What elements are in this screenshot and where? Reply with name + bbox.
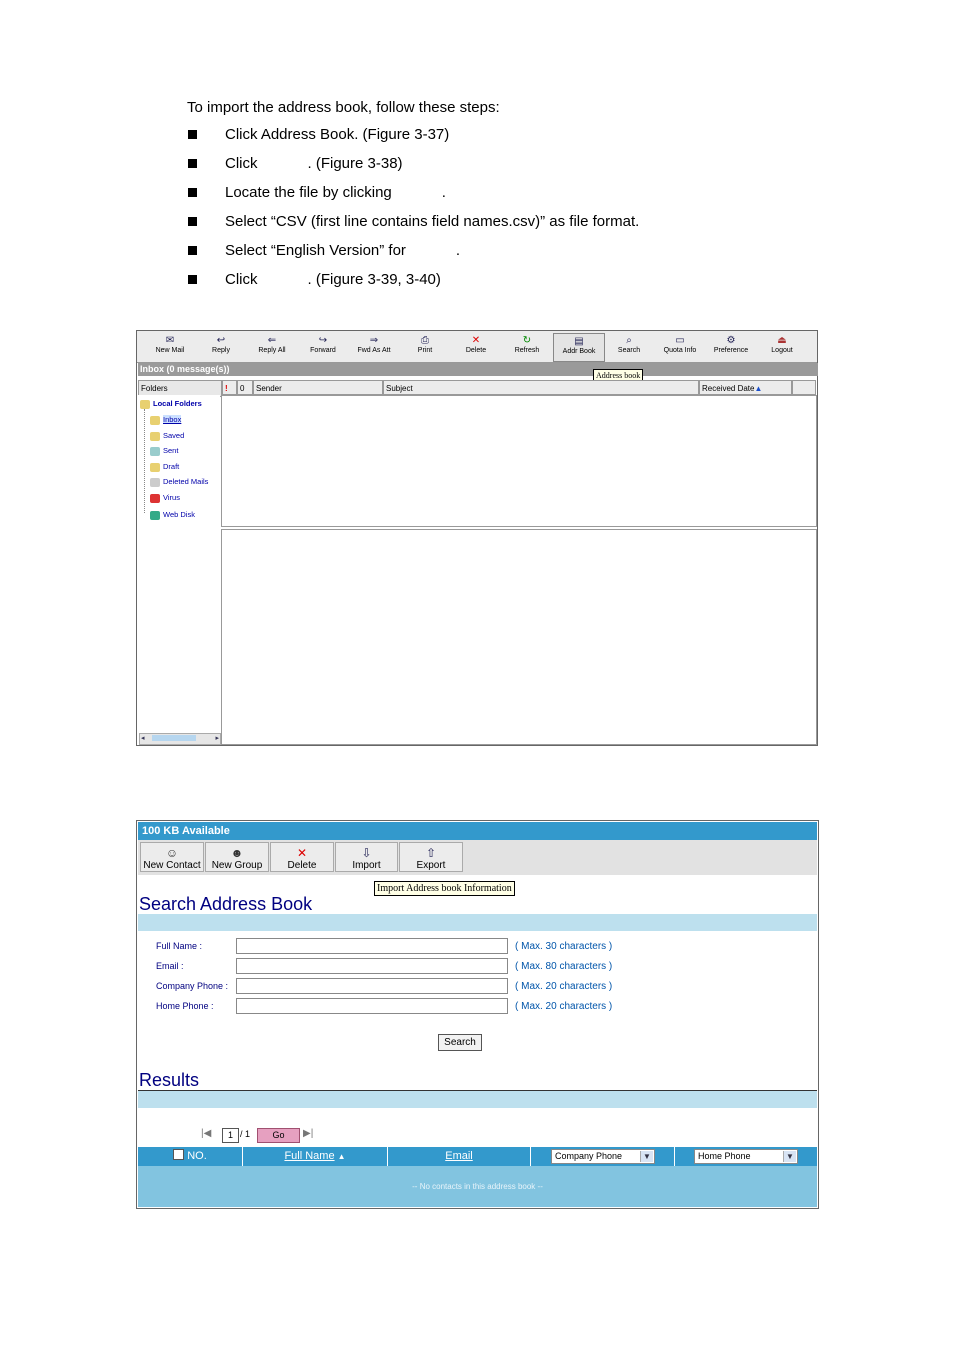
toolbar-delete-button[interactable] xyxy=(270,842,334,872)
first-page-icon[interactable]: |◀ xyxy=(201,1128,212,1139)
folder-icon xyxy=(150,494,160,503)
email-input[interactable] xyxy=(236,958,508,974)
toolbar-button-label: New Contact xyxy=(143,860,201,871)
toolbar-button-label: Logout xyxy=(771,347,793,354)
quota-icon: ▭ xyxy=(675,335,685,346)
folder-label: Deleted Mails xyxy=(163,477,209,486)
new-mail-icon: ✉ xyxy=(165,335,175,346)
toolbar-button-label: Preference xyxy=(713,347,749,354)
bullet-square-icon xyxy=(188,217,197,226)
toolbar-reply-button[interactable] xyxy=(196,333,246,360)
step-text: Select “English Version” for . xyxy=(225,242,461,259)
toolbar-fwd-as-att-button[interactable] xyxy=(349,333,399,360)
folder-item-inbox[interactable] xyxy=(150,415,181,425)
toolbar-preference-button[interactable] xyxy=(706,333,756,360)
tree-connector xyxy=(144,409,145,513)
email-hint: ( Max. 80 characters ) xyxy=(515,961,613,972)
folder-item-draft[interactable] xyxy=(150,462,179,472)
folder-icon xyxy=(150,432,160,441)
folder-label: Web Disk xyxy=(163,510,195,519)
column-sender[interactable]: Sender xyxy=(253,380,383,395)
folder-icon xyxy=(150,416,160,425)
address-book-toolbar xyxy=(138,840,817,875)
step-text: Click . (Figure 3-39, 3-40) xyxy=(225,271,441,288)
mail-client-screenshot xyxy=(136,330,818,746)
toolbar-button-label: New Group xyxy=(211,860,263,871)
company-phone-hint: ( Max. 20 characters ) xyxy=(515,981,613,992)
import-icon: ⇩ xyxy=(361,846,372,860)
folder-item-deleted-mails[interactable] xyxy=(150,477,208,487)
search-section-title: Search Address Book xyxy=(139,894,313,914)
message-list-pane[interactable] xyxy=(221,395,817,527)
column-full-name[interactable] xyxy=(243,1147,388,1166)
toolbar-button-label: Addr Book xyxy=(562,348,596,355)
inbox-title-bar: Inbox (0 message(s)) xyxy=(138,363,818,376)
column-flag[interactable]: ! xyxy=(222,380,237,395)
folder-icon xyxy=(150,478,160,487)
reply-icon: ↩ xyxy=(216,335,226,346)
logout-icon: ⏏ xyxy=(777,335,787,346)
toolbar-forward-button[interactable] xyxy=(298,333,348,360)
received-date-label: Received Date xyxy=(702,384,755,393)
sort-ascending-icon: ▲ xyxy=(754,384,763,393)
column-company-phone xyxy=(531,1147,675,1166)
address-book-tooltip: Address book xyxy=(593,369,643,382)
folder-item-saved[interactable] xyxy=(150,431,184,441)
toolbar-button-label: New Mail xyxy=(155,347,185,354)
chevron-down-icon: ▼ xyxy=(783,1151,796,1162)
home-phone-hint: ( Max. 20 characters ) xyxy=(515,1001,613,1012)
bullet-square-icon xyxy=(188,275,197,284)
print-icon: ⎙ xyxy=(421,335,429,346)
folder-item-virus[interactable] xyxy=(150,493,180,503)
select-all-checkbox[interactable] xyxy=(173,1149,184,1160)
last-page-icon[interactable]: ▶| xyxy=(303,1128,314,1139)
column-received-date[interactable] xyxy=(699,380,792,395)
search-button[interactable]: Search xyxy=(438,1034,482,1051)
company-phone-select-value: Company Phone xyxy=(555,1151,623,1161)
forward-attachment-icon: ⇒ xyxy=(369,335,379,346)
folder-icon xyxy=(140,400,150,409)
step-text: Select “CSV (first line contains field names.csv)” as file format. xyxy=(225,213,640,230)
new-contact-icon: ☺ xyxy=(165,846,179,860)
folder-root-local-folders[interactable] xyxy=(140,399,202,409)
address-book-icon: ▤ xyxy=(574,336,584,347)
toolbar-reply-all-button[interactable] xyxy=(247,333,297,360)
folder-icon xyxy=(150,463,160,472)
results-band xyxy=(138,1091,817,1108)
chevron-down-icon: ▼ xyxy=(640,1151,653,1162)
folder-label: Saved xyxy=(163,431,185,440)
toolbar-export-button[interactable] xyxy=(399,842,463,872)
new-group-icon: ☻ xyxy=(230,846,244,860)
page-total: / 1 xyxy=(240,1129,251,1139)
folder-label: Draft xyxy=(163,462,180,471)
toolbar-quota-info-button[interactable] xyxy=(655,333,705,360)
intro-text: To import the address book, follow these steps: xyxy=(187,99,500,116)
folder-label: Inbox xyxy=(163,415,182,424)
delete-icon: ✕ xyxy=(471,335,481,346)
folder-icon xyxy=(150,511,160,520)
empty-results-message: -- No contacts in this address book -- xyxy=(138,1166,817,1207)
pager xyxy=(201,1128,331,1142)
column-subject[interactable]: Subject xyxy=(383,380,699,395)
toolbar-new-mail-button[interactable] xyxy=(145,333,195,360)
home-phone-select-value: Home Phone xyxy=(698,1151,751,1161)
folder-icon xyxy=(150,447,160,456)
folder-label: Local Folders xyxy=(153,399,202,408)
toolbar-new-contact-button[interactable] xyxy=(140,842,204,872)
toolbar-button-label: Reply xyxy=(212,347,230,354)
refresh-icon: ↻ xyxy=(522,335,532,346)
toolbar-refresh-button[interactable] xyxy=(502,333,552,360)
mail-toolbar xyxy=(137,331,817,363)
company-phone-select[interactable] xyxy=(551,1149,655,1164)
toolbar-logout-button[interactable] xyxy=(757,333,807,360)
toolbar-button-label: Forward xyxy=(310,347,336,354)
email-sort-link[interactable]: Email xyxy=(445,1150,473,1162)
column-attachment[interactable]: 0 xyxy=(237,380,253,395)
message-preview-pane xyxy=(221,529,817,745)
home-phone-input[interactable] xyxy=(236,998,508,1014)
step-text: Click Address Book. (Figure 3-37) xyxy=(225,126,450,143)
toolbar-import-button[interactable] xyxy=(335,842,398,872)
forward-icon: ↪ xyxy=(318,335,328,346)
search-band xyxy=(138,914,817,931)
full-name-label: Full Name : xyxy=(156,941,203,951)
toolbar-print-button[interactable] xyxy=(400,333,450,360)
toolbar-button-label: Export xyxy=(416,860,446,871)
toolbar-new-group-button[interactable] xyxy=(205,842,269,872)
toolbar-delete-button[interactable] xyxy=(451,333,501,360)
search-icon: ⌕ xyxy=(626,335,632,346)
toolbar-button-label: Import xyxy=(352,860,381,871)
folder-label: Virus xyxy=(163,493,180,502)
email-label: Email : xyxy=(156,961,184,971)
folder-label: Sent xyxy=(163,446,179,455)
delete-icon: ✕ xyxy=(296,846,308,860)
full-name-sort-link[interactable]: Full Name xyxy=(284,1150,335,1162)
export-icon: ⇧ xyxy=(425,846,437,860)
column-email[interactable] xyxy=(388,1147,531,1166)
go-button[interactable]: Go xyxy=(257,1128,300,1143)
toolbar-button-label: Quota Info xyxy=(663,347,697,354)
home-phone-select[interactable] xyxy=(694,1149,798,1164)
toolbar-button-label: Fwd As Att xyxy=(357,347,391,354)
folder-item-sent[interactable] xyxy=(150,446,178,456)
bullet-square-icon xyxy=(188,159,197,168)
sort-ascending-icon: ▲ xyxy=(337,1152,346,1161)
address-book-screenshot xyxy=(136,820,819,1209)
page-input[interactable]: 1 xyxy=(222,1128,239,1143)
reply-all-icon: ⇐ xyxy=(267,335,277,346)
toolbar-button-label: Print xyxy=(417,347,433,354)
no-label: NO. xyxy=(187,1150,207,1162)
toolbar-button-label: Delete xyxy=(287,860,317,871)
import-tooltip: Import Address book Information xyxy=(374,881,515,896)
folder-item-web-disk[interactable] xyxy=(150,510,195,520)
column-no xyxy=(138,1147,243,1166)
full-name-hint: ( Max. 30 characters ) xyxy=(515,941,613,952)
toolbar-search-button[interactable] xyxy=(604,333,654,360)
toolbar-button-label: Delete xyxy=(465,347,487,354)
toolbar-addr-book-button[interactable] xyxy=(553,333,605,362)
toolbar-button-label: Refresh xyxy=(514,347,540,354)
folders-header: Folders xyxy=(138,380,222,397)
toolbar-button-label: Reply All xyxy=(258,347,286,354)
step-text: Locate the file by clicking . xyxy=(225,184,446,201)
toolbar-button-label: Search xyxy=(617,347,641,354)
home-phone-label: Home Phone : xyxy=(156,1001,214,1011)
bullet-square-icon xyxy=(188,188,197,197)
quota-bar: 100 KB Available xyxy=(138,822,817,840)
full-name-input[interactable] xyxy=(236,938,508,954)
bullet-square-icon xyxy=(188,246,197,255)
preference-icon: ⚙ xyxy=(726,335,736,346)
step-text: Click . (Figure 3-38) xyxy=(225,155,403,172)
column-home-phone xyxy=(675,1147,817,1166)
company-phone-input[interactable] xyxy=(236,978,508,994)
company-phone-label: Company Phone : xyxy=(156,981,229,991)
folder-tree xyxy=(138,395,220,743)
results-section-title: Results xyxy=(139,1070,200,1090)
column-spacer xyxy=(792,380,816,395)
folder-scrollbar[interactable]: ◂ ▸ xyxy=(139,733,221,745)
bullet-square-icon xyxy=(188,130,197,139)
